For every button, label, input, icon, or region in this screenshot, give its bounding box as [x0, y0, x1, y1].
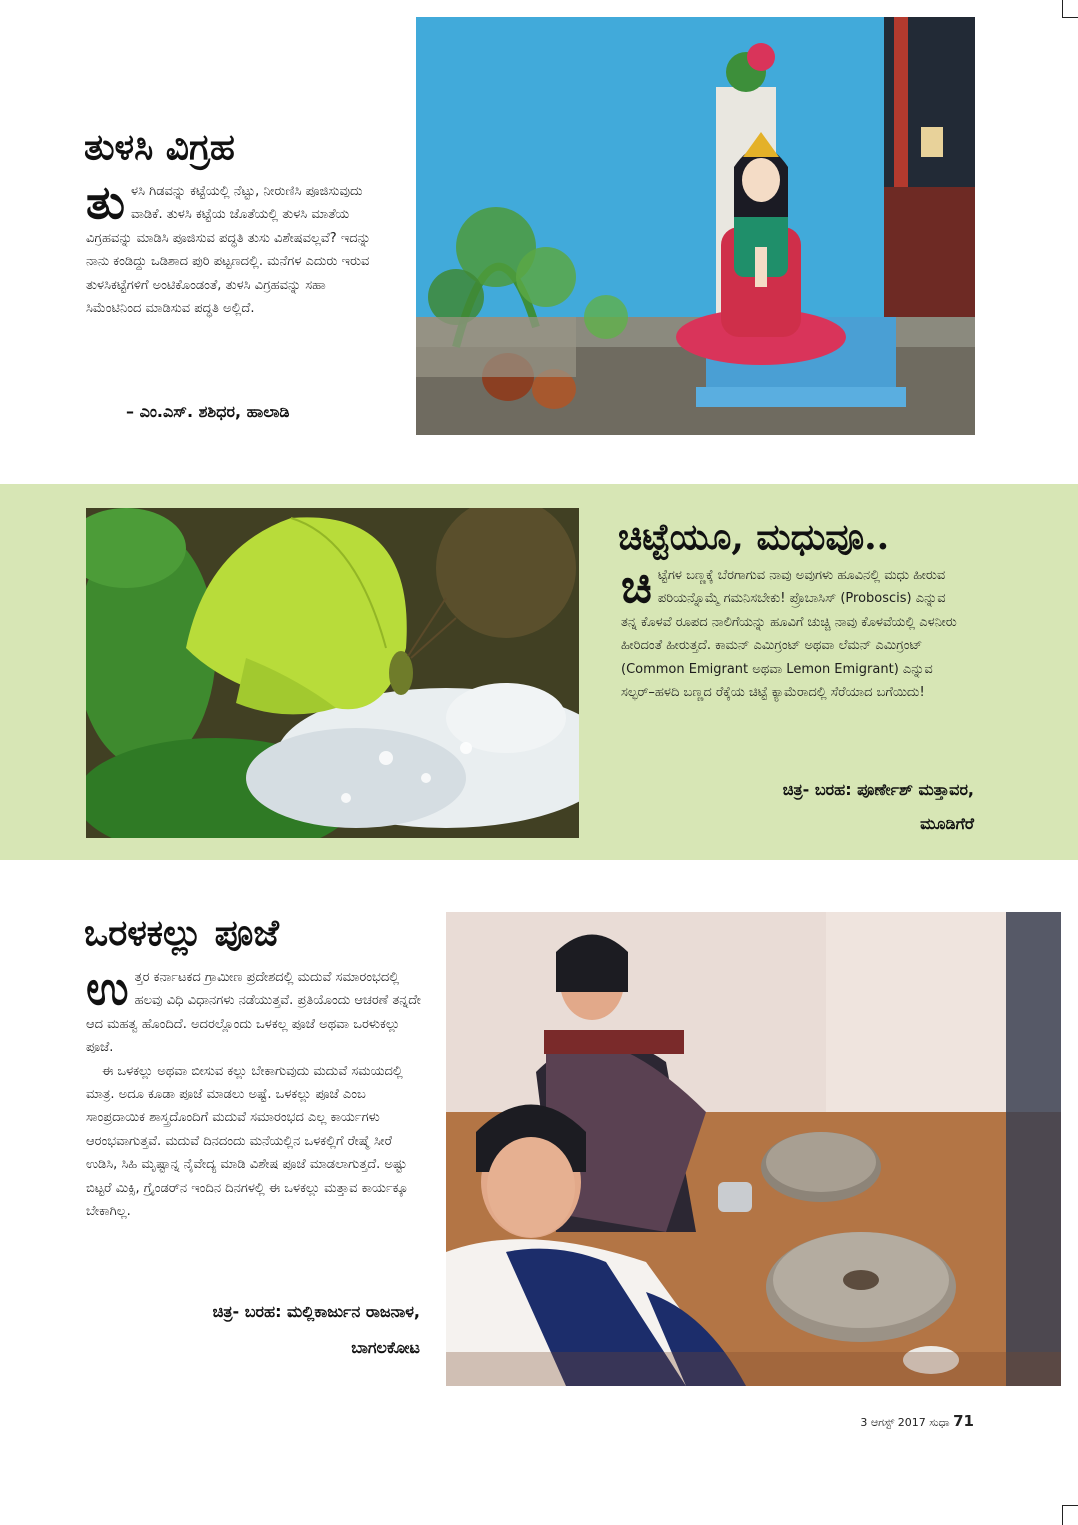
article-grinding-stone: [0, 860, 1078, 1420]
article-body-text: ಟ್ಟೆಗಳ ಬಣ್ಣಕ್ಕೆ ಬೆರಗಾಗುವ ನಾವು ಅವುಗಳು ಹೂವಿನಲ್ಲಿ ಮಧು ಹೀರುವ ಪರಿಯನ್ನೊಮ್ಮೆ ಗಮನಿಸಬೇಕು! ಪ್ರೊಬಾಸಿಸ್ (Proboscis) ಎನ್ನುವ ತನ್ನ ಕೊಳವೆ ರೂಪದ ನಾಲಿಗೆಯನ್ನು ಹೂವಿಗೆ ಚುಚ್ಚಿ ನಾವು ಕೊಳವೆಯಲ್ಲಿ ಎಳನೀರು ಹೀರಿದಂತೆ ಹೀರುತ್ತದೆ. ಕಾಮನ್ ಎಮಿಗ್ರಂಟ್ ಅಥವಾ ಲೆಮನ್ ಎಮಿಗ್ರಂಟ್ (Common Emigrant ಅಥವಾ Lemon Emigrant) ಎನ್ನುವ ಸಲ್ಫರ್–ಹಳದಿ ಬಣ್ಣದ ರೆಕ್ಕೆಯ ಚಿಟ್ಟೆ ಕ್ಯಾಮೆರಾದಲ್ಲಿ ಸೆರೆಯಾದ ಬಗೆಯಿದು!: [621, 568, 957, 701]
crop-mark-bottom-h: [1062, 1505, 1078, 1506]
drop-cap: ಉ: [86, 961, 129, 1015]
page-number: 71: [953, 1412, 974, 1430]
article-body: [621, 559, 957, 704]
article-credit-place: ಮೂಡಿಗೆರೆ: [920, 814, 974, 833]
article-paragraph-2: ಈ ಒಳಕಲ್ಲು ಅಥವಾ ಬೀಸುವ ಕಲ್ಲು ಬೇಕಾಗುವುದು ಮದುವೆ ಸಮಯದಲ್ಲಿ ಮಾತ್ರ. ಅದೂ ಕೂಡಾ ಪೂಜೆ ಮಾಡಲು ಅಷ್ಟೆ. ಒಳಕಲ್ಲು ಪೂಜೆ ಎಂಬ ಸಾಂಪ್ರದಾಯಿಕ ಶಾಸ್ತ್ರದೊಂದಿಗೆ ಮದುವೆ ಸಮಾರಂಭದ ಎಲ್ಲ ಕಾರ್ಯಗಳು ಆರಂಭವಾಗುತ್ತವೆ. ಮದುವೆ ದಿನದಂದು ಮನೆಯಲ್ಲಿನ ಒಳಕಲ್ಲಿಗೆ ರೇಷ್ಮೆ ಸೀರೆ ಉಡಿಸಿ, ಸಿಹಿ ಮೃಷ್ಟಾನ್ನ ನೈವೇದ್ಯ ಮಾಡಿ ವಿಶೇಷ ಪೂಜೆ ಮಾಡಲಾಗುತ್ತದೆ. ಅಷ್ಟು ಬಿಟ್ಟರೆ ಮಿಕ್ಸಿ, ಗ್ರೈಂಡರ್‌ನ ಇಂದಿನ ದಿನಗಳಲ್ಲಿ ಈ ಒಳಕಲ್ಲು ಮತ್ತಾವ ಕಾರ್ಯಕ್ಕೂ ಬೇಕಾಗಿಲ್ಲ.: [86, 1063, 409, 1220]
article-credit: ಚಿತ್ರ- ಬರಹ: ಪೂರ್ಣೇಶ್ ಮತ್ತಾವರ,: [782, 780, 974, 799]
crop-mark-bottom: [1062, 1505, 1063, 1525]
article-credit: – ಎಂ.ಎಸ್. ಶಶಿಧರ, ಹಾಲಾಡಿ: [126, 402, 290, 421]
article-paragraph-1: [86, 961, 422, 1060]
article-title: ಚಿಟ್ಟೆಯೂ, ಮಧುವೂ..: [618, 516, 890, 558]
article-tulasi: [0, 0, 1078, 480]
article-body-text: ಳಸಿ ಗಿಡವನ್ನು ಕಟ್ಟೆಯಲ್ಲಿ ನೆಟ್ಟು, ನೀರುಣಿಸಿ ಪೂಜಿಸುವುದು ವಾಡಿಕೆ. ತುಳಸಿ ಕಟ್ಟೆಯ ಜೊತೆಯಲ್ಲಿ ತುಳಸಿ ಮಾತೆಯ ವಿಗ್ರಹವನ್ನು ಮಾಡಿಸಿ ಪೂಜಿಸುವ ಪದ್ಧತಿ ತುಸು ವಿಶೇಷವಲ್ಲವೆ? ಇದನ್ನು ನಾನು ಕಂಡಿದ್ದು ಒಡಿಶಾದ ಪುರಿ ಪಟ್ಟಣದಲ್ಲಿ. ಮನೆಗಳ ಎದುರು ಇರುವ ತುಳಸಿಕಟ್ಟೆಗಳಿಗೆ ಅಂಟಿಕೊಂಡಂತೆ, ತುಳಸಿ ವಿಗ್ರಹವನ್ನು ಸಹಾ ಸಿಮೆಂಟಿನಿಂದ ಮಾಡಿಸುವ ಪದ್ಧತಿ ಅಲ್ಲಿದೆ.: [86, 184, 371, 317]
article-title: ಒರಳಕಲ್ಲು ಪೂಜೆ: [84, 912, 279, 954]
article-credit-place: ಬಾಗಲಕೋಟ: [351, 1338, 420, 1357]
drop-cap: ತು: [86, 175, 126, 229]
article-body: [86, 175, 384, 320]
page-footer: [860, 1412, 974, 1430]
butterfly-photo: [86, 508, 579, 838]
drop-cap: ಚಿ: [621, 559, 652, 613]
issue-date: 3 ಆಗಸ್ಟ್ 2017: [860, 1416, 926, 1429]
article-butterfly: [0, 484, 1078, 860]
article-credit: ಚಿತ್ರ- ಬರಹ: ಮಲ್ಲಿಕಾರ್ಜುನ ರಾಜನಾಳ,: [212, 1302, 420, 1321]
article-body: [86, 961, 422, 1223]
magazine-name: ಸುಧಾ: [929, 1416, 950, 1429]
tulasi-idol-photo: [416, 17, 975, 435]
article-body-text: ತ್ತರ ಕರ್ನಾಟಕದ ಗ್ರಾಮೀಣ ಪ್ರದೇಶದಲ್ಲಿ ಮದುವೆ ಸಮಾರಂಭದಲ್ಲಿ ಹಲವು ವಿಧಿ ವಿಧಾನಗಳು ನಡೆಯುತ್ತವೆ. ಪ್ರತಿಯೊಂದು ಆಚರಣೆ ತನ್ನದೇ ಆದ ಮಹತ್ವ ಹೊಂದಿದೆ. ಅದರಲ್ಲೊಂದು ಒಳಕಲ್ಲ ಪೂಜೆ ಅಥವಾ ಒರಳುಕಲ್ಲು ಪೂಜೆ.: [86, 970, 421, 1056]
grinding-stone-photo: [446, 912, 1061, 1386]
article-title: ತುಳಸಿ ವಿಗ್ರಹ: [84, 126, 235, 168]
